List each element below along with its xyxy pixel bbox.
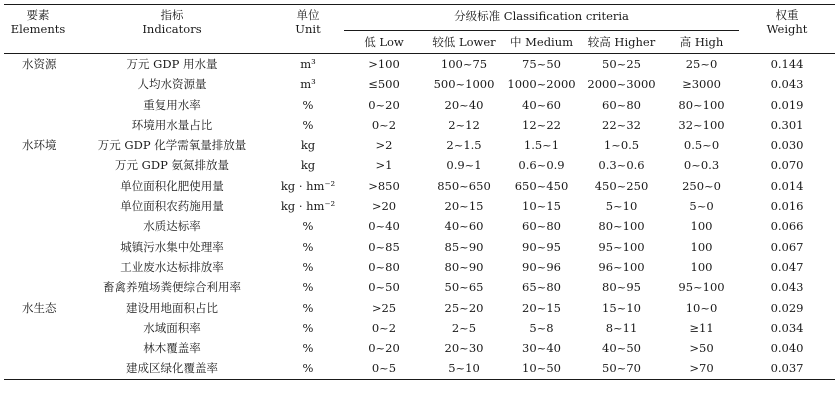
value-high-cell: 32~100 — [678, 117, 725, 132]
weight-cell: 0.030 — [770, 138, 804, 153]
indicator-cell: 万元 GDP 用水量 — [126, 57, 218, 71]
indicator-cell: 水域面积率 — [143, 320, 201, 335]
value-high-cell: ≥3000 — [682, 77, 721, 92]
weight-cell: 0.301 — [770, 117, 804, 132]
header-level-lower: 较低 Lower — [424, 31, 504, 54]
value-high-cell: 250~0 — [682, 178, 721, 193]
value-high-cell: 100 — [690, 259, 713, 274]
header-elements: 要素 Elements — [4, 5, 72, 54]
value-higher-cell: 80~100 — [598, 219, 645, 234]
element-cell — [4, 216, 72, 236]
indicator-cell: 万元 GDP 化学需氧量排放量 — [97, 138, 247, 153]
value-higher-cell: 50~25 — [602, 57, 641, 71]
table-row — [4, 318, 835, 338]
table-row — [4, 74, 835, 94]
value-high-cell: 0.5~0 — [683, 138, 720, 153]
value-medium-cell: 60~80 — [522, 219, 561, 234]
table-row — [4, 54, 835, 75]
value-medium-cell: 12~22 — [522, 117, 561, 132]
value-lower-cell: 20~30 — [444, 341, 484, 356]
weight-cell: 0.067 — [770, 239, 804, 254]
value-higher-cell: 50~70 — [579, 358, 664, 379]
value-higher-cell: 60~80 — [602, 97, 641, 112]
header-weight: 权重 Weight — [739, 5, 835, 54]
value-lower-cell: 500~1000 — [433, 77, 495, 92]
table-row — [4, 196, 835, 216]
table-row — [4, 237, 835, 257]
value-medium-cell: 30~40 — [522, 341, 561, 356]
value-low-cell: 0~20 — [368, 97, 400, 112]
value-low-cell: >20 — [371, 199, 397, 214]
value-higher-cell: 95~100 — [598, 239, 645, 254]
value-higher-cell: 96~100 — [598, 259, 645, 274]
value-high-cell: 100 — [690, 219, 713, 234]
value-medium-cell: 20~15 — [522, 300, 561, 315]
element-cell — [4, 115, 72, 135]
value-lower-cell: 2~1.5 — [446, 138, 482, 153]
table-row — [4, 257, 835, 277]
unit-cell: % — [302, 239, 314, 254]
value-lower-cell: 25~20 — [444, 300, 484, 315]
indicator-cell: 工业废水达标排放率 — [120, 259, 224, 274]
table-body — [4, 54, 835, 380]
table-row — [4, 358, 835, 379]
value-low-cell: ≤500 — [368, 77, 400, 92]
weight-cell: 0.019 — [770, 97, 804, 112]
header-grade: 分级标准 Classification criteria — [344, 5, 739, 31]
weight-cell: 0.029 — [770, 300, 804, 315]
indicator-cell: 畜禽养殖场粪便综合利用率 — [103, 280, 241, 295]
table-row — [4, 95, 835, 115]
value-lower-cell: 2~12 — [448, 117, 480, 132]
value-lower-cell: 850~650 — [437, 178, 491, 193]
value-high-cell: 95~100 — [678, 280, 725, 295]
value-higher-cell: 2000~3000 — [587, 77, 656, 92]
value-medium-cell: 90~95 — [522, 239, 561, 254]
element-cell: 水生态 — [22, 300, 57, 315]
value-high-cell: 10~0 — [685, 300, 718, 315]
indicator-cell: 水质达标率 — [143, 219, 201, 234]
weight-cell: 0.016 — [770, 199, 804, 214]
value-high-cell: 80~100 — [678, 97, 725, 112]
unit-cell: % — [272, 358, 344, 379]
element-cell — [4, 95, 72, 115]
header-level-low: 低 Low — [344, 31, 424, 54]
element-cell — [4, 196, 72, 216]
value-low-cell: 0~5 — [344, 358, 424, 379]
element-cell — [4, 176, 72, 196]
value-higher-cell: 1~0.5 — [603, 138, 640, 153]
indicator-cell: 万元 GDP 氨氮排放量 — [115, 158, 229, 173]
value-low-cell: >100 — [368, 57, 400, 71]
value-medium-cell: 10~15 — [522, 199, 561, 214]
value-low-cell: 0~2 — [371, 117, 397, 132]
indicator-cell: 建成区绿化覆盖率 — [72, 358, 272, 379]
table-row — [4, 176, 835, 196]
table-row — [4, 338, 835, 358]
element-cell — [4, 338, 72, 358]
table-row — [4, 298, 835, 318]
value-lower-cell: 0.9~1 — [446, 158, 482, 173]
value-lower-cell: 5~10 — [424, 358, 504, 379]
value-medium-cell: 1000~2000 — [507, 77, 576, 92]
unit-cell: % — [302, 259, 314, 274]
value-higher-cell: 8~11 — [605, 320, 638, 335]
unit-cell: % — [302, 219, 314, 234]
value-low-cell: 0~85 — [368, 239, 400, 254]
value-low-cell: 0~40 — [368, 219, 400, 234]
value-lower-cell: 2~5 — [451, 320, 477, 335]
value-high-cell: >50 — [689, 341, 714, 356]
value-high-cell: 5~0 — [689, 199, 714, 214]
header-level-higher: 较高 Higher — [579, 31, 664, 54]
indicator-cell: 建设用地面积占比 — [126, 300, 218, 315]
value-higher-cell: 80~95 — [602, 280, 641, 295]
indicator-cell: 林木覆盖率 — [143, 341, 201, 356]
unit-cell: m³ — [300, 57, 316, 71]
element-cell: 水资源 — [22, 57, 57, 71]
unit-cell: kg · hm⁻² — [280, 199, 336, 214]
unit-cell: kg · hm⁻² — [280, 178, 336, 193]
table-row — [4, 155, 835, 175]
unit-cell: m³ — [300, 77, 316, 92]
unit-cell: kg — [300, 158, 316, 173]
weight-cell: 0.066 — [770, 219, 804, 234]
unit-cell: % — [302, 341, 314, 356]
value-lower-cell: 20~40 — [444, 97, 484, 112]
header-unit: 单位 Unit — [272, 5, 344, 54]
weight-cell: 0.144 — [770, 57, 804, 71]
indicator-cell: 人均水资源量 — [137, 77, 207, 92]
value-higher-cell: 40~50 — [602, 341, 641, 356]
value-medium-cell: 650~450 — [514, 178, 569, 193]
element-cell — [4, 318, 72, 338]
value-medium-cell: 65~80 — [522, 280, 561, 295]
element-cell — [4, 358, 72, 379]
value-high-cell: 25~0 — [685, 57, 718, 71]
value-medium-cell: 0.6~0.9 — [518, 158, 565, 173]
weight-cell: 0.037 — [739, 358, 835, 379]
weight-cell: 0.043 — [770, 280, 804, 295]
value-lower-cell: 20~15 — [444, 199, 484, 214]
value-low-cell: 0~2 — [371, 320, 397, 335]
value-high-cell: 100 — [690, 239, 713, 254]
indicator-cell: 单位面积化肥使用量 — [120, 178, 224, 193]
indicator-cell: 单位面积农药施用量 — [120, 199, 224, 214]
weight-cell: 0.014 — [770, 178, 804, 193]
value-low-cell: >1 — [375, 158, 393, 173]
value-lower-cell: 80~90 — [444, 259, 484, 274]
weight-cell: 0.040 — [770, 341, 804, 356]
value-low-cell: 0~80 — [368, 259, 400, 274]
header-level-medium: 中 Medium — [504, 31, 579, 54]
value-higher-cell: 22~32 — [602, 117, 641, 132]
value-medium-cell: 1.5~1 — [523, 138, 560, 153]
table-row — [4, 277, 835, 297]
element-cell — [4, 257, 72, 277]
element-cell: 水环境 — [22, 138, 57, 153]
unit-cell: % — [302, 300, 314, 315]
value-low-cell: >850 — [368, 178, 400, 193]
unit-cell: % — [302, 280, 314, 295]
header-indicators: 指标 Indicators — [72, 5, 272, 54]
table-row — [4, 135, 835, 155]
value-high-cell: 0~0.3 — [683, 158, 720, 173]
value-higher-cell: 450~250 — [594, 178, 649, 193]
table-row — [4, 115, 835, 135]
weight-cell: 0.070 — [770, 158, 804, 173]
value-higher-cell: 5~10 — [605, 199, 638, 214]
weight-cell: 0.034 — [770, 320, 804, 335]
element-cell — [4, 237, 72, 257]
classification-table — [4, 4, 835, 380]
value-medium-cell: 5~8 — [529, 320, 554, 335]
element-cell — [4, 155, 72, 175]
value-lower-cell: 50~65 — [444, 280, 484, 295]
indicator-cell: 环境用水量占比 — [131, 117, 213, 132]
unit-cell: kg — [300, 138, 316, 153]
weight-cell: 0.043 — [770, 77, 804, 92]
unit-cell: % — [302, 320, 314, 335]
value-medium-cell: 90~96 — [522, 259, 561, 274]
value-lower-cell: 100~75 — [440, 57, 488, 71]
element-cell — [4, 277, 72, 297]
indicator-cell: 城镇污水集中处理率 — [120, 239, 224, 254]
value-medium-cell: 10~50 — [504, 358, 579, 379]
value-lower-cell: 40~60 — [444, 219, 484, 234]
value-low-cell: >2 — [375, 138, 393, 153]
value-medium-cell: 75~50 — [522, 57, 561, 71]
table-row — [4, 216, 835, 236]
value-higher-cell: 0.3~0.6 — [598, 158, 645, 173]
element-cell — [4, 74, 72, 94]
header-level-high: 高 High — [664, 31, 739, 54]
value-high-cell: ≥11 — [689, 320, 714, 335]
value-low-cell: >25 — [371, 300, 397, 315]
value-low-cell: 0~50 — [368, 280, 400, 295]
value-low-cell: 0~20 — [368, 341, 400, 356]
value-lower-cell: 85~90 — [444, 239, 484, 254]
value-higher-cell: 15~10 — [602, 300, 641, 315]
value-medium-cell: 40~60 — [522, 97, 561, 112]
indicator-cell: 重复用水率 — [143, 97, 201, 112]
unit-cell: % — [302, 117, 314, 132]
unit-cell: % — [302, 97, 314, 112]
weight-cell: 0.047 — [770, 259, 804, 274]
value-high-cell: >70 — [664, 358, 739, 379]
